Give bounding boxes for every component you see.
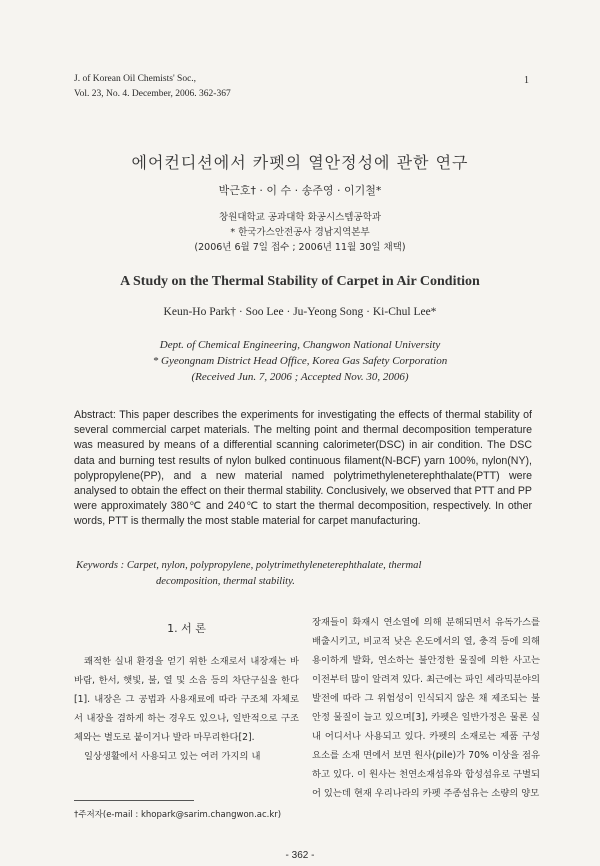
journal-name: J. of Korean Oil Chemists' Soc., [74,74,197,84]
english-received: (Received Jun. 7, 2006 ; Accepted Nov. 30, 2006) [191,371,409,383]
korean-title: 에어컨디션에서 카펫의 열안정성에 관한 연구 [131,153,469,172]
english-title: A Study on the Thermal Stability of Carpet in Air Condition [120,274,480,289]
intro-paragraph-continued: 장재들이 화재시 연소열에 의해 분해되면서 유독가스를 배출시키고, 비교적 낮은 온도에서의 열, 충격 등에 의해 용이하게 발화, 연소하는 불안정한 물질에 의한 사고는 이전부터 많이 알려져 있다. 최근에는 파인 세라믹분야의 발전에 따라 그 위험성이 인식되지 않은 채 제조되는 불안정 물질이 늘고 있으며[3], 카펫은 일반가정은 물론 실내 어디서나 사용되고 있다. 카펫의 소재로는 제품 구성요소를 소재 면에서 보면 원사(pile)가 70% 이상을 점유하고 있다. 이 원사는 천연소재섬유와 합성섬유로 구별되어 있는데 현재 우리나라의 카펫 주종섬유는 소량의 양모 [312,617,540,799]
intro-paragraph-1: 쾌적한 실내 환경을 얻기 위한 소재로서 내장재는 바바람, 한서, 햇빛, 불, 열 및 소음 등의 차단구실을 한다[1]. 내장은 그 공법과 사용재료에 따라 구조체 자체로서 내장을 겸하게 하는 경우도 있으나, 일반적으로 구조체와는 별도로 붙이거나 발라 마무리한다[2]. [74,656,299,743]
keywords-line2: decomposition, thermal stability. [156,575,295,587]
footnote: †주저자(e-mail : khopark@sarim.changwon.ac.kr) [74,810,282,820]
english-affil-2: * Gyeongnam District Head Office, Korea Gas Safety Corporation [152,355,448,367]
journal-volume: Vol. 23, No. 4. December, 2006. 362-367 [74,89,231,99]
keywords-label: Keywords : [76,560,125,571]
abstract [74,408,532,530]
abstract-label: Abstract: [74,409,116,421]
section-heading: 1. 서 론 [167,622,206,635]
korean-authors: 박근호† · 이 수 · 송주영 · 이기철* [218,184,382,197]
korean-received: (2006년 6월 7일 접수 ; 2006년 11월 30일 채택) [194,242,406,253]
journal-citation [74,72,231,102]
page-marker: 1 [524,75,529,86]
korean-affil-2: * 한국가스안전공사 경남지역본부 [230,227,370,238]
korean-affiliations [0,210,600,255]
footnote-divider [74,800,194,801]
left-column [74,613,299,766]
keywords [76,558,532,589]
keywords-line1: Carpet, nylon, polypropylene, polytrimethyleneterephthalate, thermal [126,560,422,571]
english-affiliations [0,337,600,385]
korean-affil-1: 창원대학교 공과대학 화공시스템공학과 [218,212,382,223]
page-number: - 362 - [285,850,315,861]
english-affil-1: Dept. of Chemical Engineering, Changwon National University [159,339,441,351]
right-column [312,613,540,803]
intro-paragraph-2: 일상생활에서 사용되고 있는 여러 가지의 내 [84,751,261,762]
english-authors: Keun-Ho Park† · Soo Lee · Ju-Yeong Song · Ki-Chul Lee* [163,306,437,318]
abstract-text: This paper describes the experiments for investigating the effects of thermal stability of several commercial carpet materials. The melting point and thermal decomposition temperature was measured by means of a differential scanning calorimeter(DSC) in air condition. The DSC data and burning test results of nylon bulked continuous filament(N-BCF) yarn 100%, nylon(NY), polypropylene(PP), and a new material named polytrimethyleneterephthalate(PTT) were analysed to obtain the effect on their thermal stability. Conclusively, we observed that PTT and PP were approximately 380℃ and 240℃ to start the thermal decomposition, respectively. In other words, PTT is thermally the most stable material for carpet manufacturing. [74,409,532,528]
